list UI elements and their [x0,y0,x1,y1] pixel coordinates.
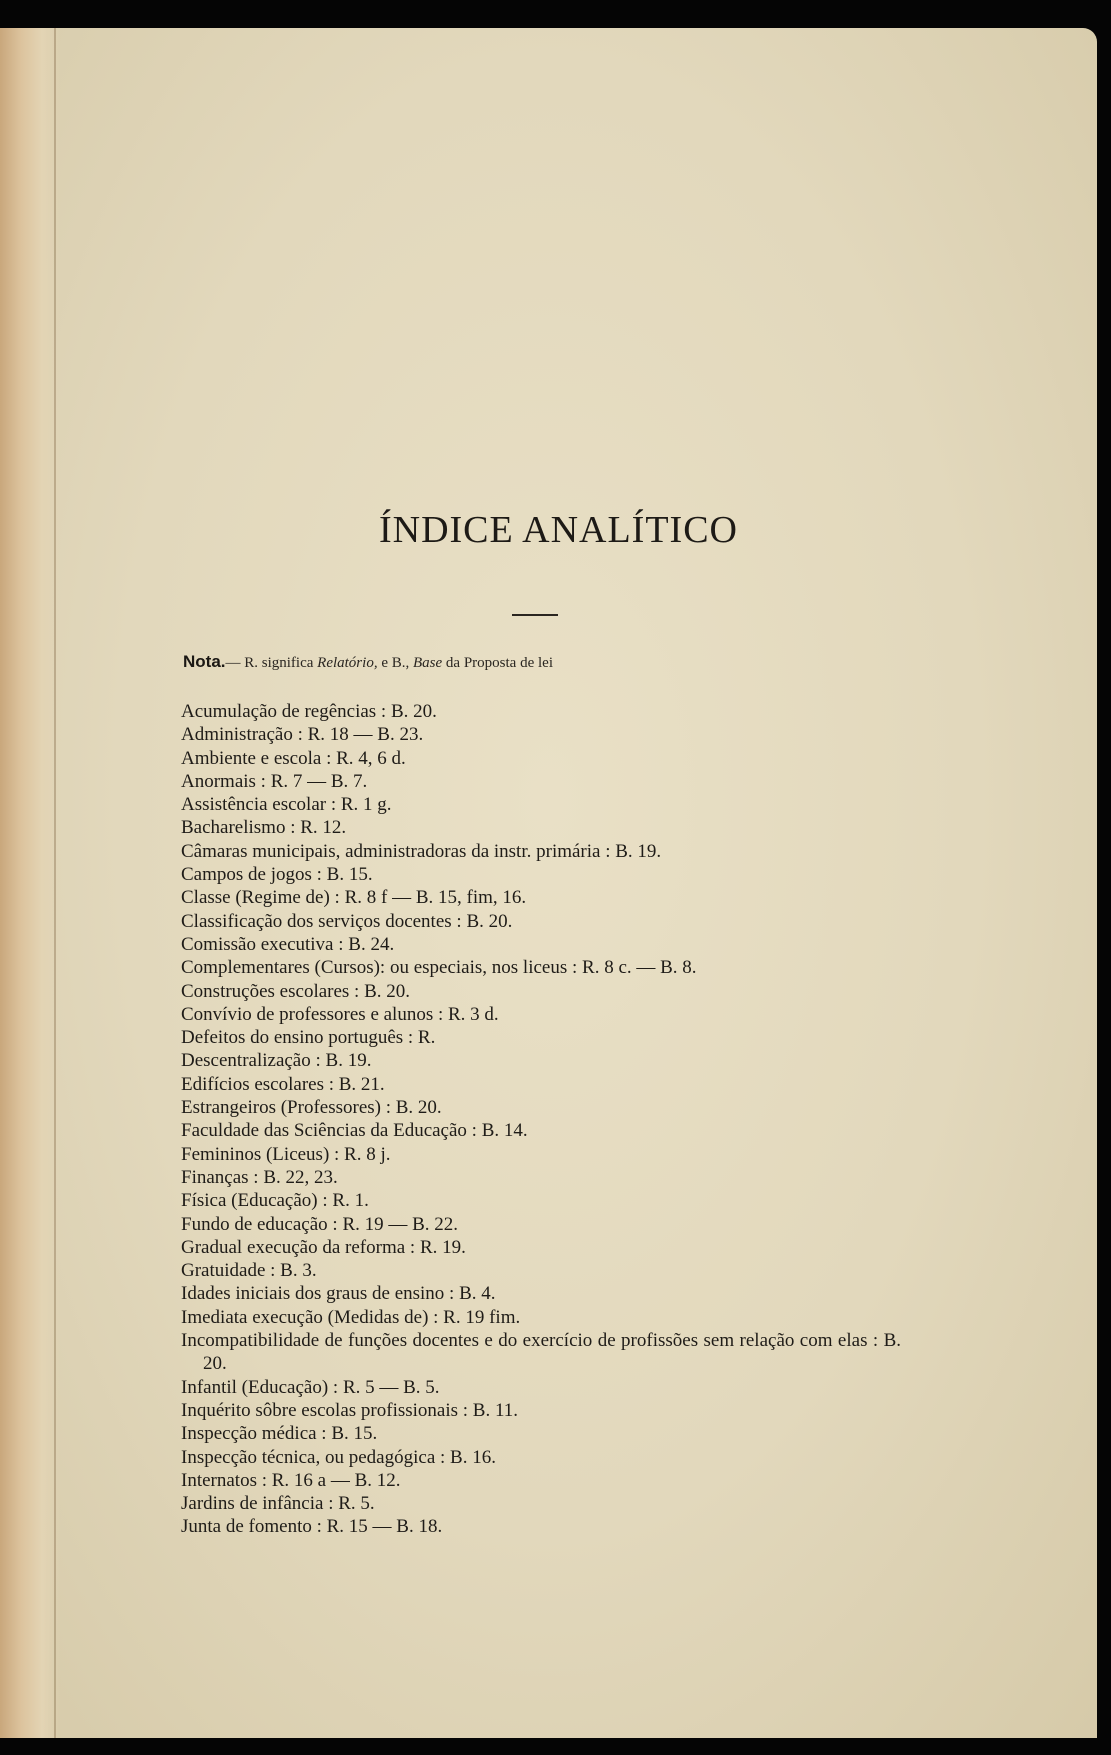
page-fold-line [54,28,56,1738]
index-entry: Campos de jogos : B. 15. [181,864,373,886]
index-entry: Gratuidade : B. 3. [181,1260,317,1282]
index-entry: Idades iniciais dos graus de ensino : B. 4. [181,1283,496,1305]
abbreviation-note [183,652,553,672]
index-entry: Edifícios escolares : B. 21. [181,1073,385,1095]
index-entry: Femininos (Liceus) : R. 8 j. [181,1143,391,1165]
index-entry: Inquérito sôbre escolas profissionais : B. 11. [181,1399,519,1421]
index-entry: Incompatibilidade de funções docentes e do exercício de profissões sem relação com elas : B. 20. [181,1330,901,1375]
title-divider [512,614,558,616]
index-entry: Administração : R. 18 — B. 23. [181,724,424,746]
index-entry: Defeitos do ensino português : R. [181,1027,436,1049]
index-entry: Estrangeiros (Professores) : B. 20. [181,1097,442,1119]
index-entry: Gradual execução da reforma : R. 19. [181,1236,466,1258]
index-entry: Comissão executiva : B. 24. [181,933,395,955]
note-label: Nota. [183,652,226,671]
index-entry: Internatos : R. 16 a — B. 12. [181,1469,401,1491]
note-relatorio: Relatório, [317,655,378,671]
index-entry: Física (Educação) : R. 1. [181,1190,369,1212]
index-entry: Faculdade das Sciências da Educação : B. 14. [181,1120,528,1142]
note-text-end: da Proposta de lei [442,655,553,671]
index-entry: Fundo de educação : R. 19 — B. 22. [181,1213,459,1235]
index-entry: Junta de fomento : R. 15 — B. 18. [181,1516,443,1538]
index-entry: Jardins de infância : R. 5. [181,1493,375,1515]
index-entry: Infantil (Educação) : R. 5 — B. 5. [181,1376,440,1398]
note-base: Base [413,655,443,671]
note-text-middle: e B., [377,655,413,671]
document-page [0,28,1097,1738]
index-entry: Assistência escolar : R. 1 g. [181,794,392,816]
note-text-dash: — R. significa [225,655,318,671]
index-entries [181,700,901,1539]
index-entry: Convívio de professores e alunos : R. 3 d. [181,1003,499,1025]
index-entry: Classe (Regime de) : R. 8 f — B. 15, fim, 16. [181,887,527,909]
index-entry: Finanças : B. 22, 23. [181,1166,338,1188]
page-binding-edge [0,28,60,1738]
index-entry: Bacharelismo : R. 12. [181,817,347,839]
index-title: ÍNDICE ANALÍTICO [378,509,738,551]
index-entry: Descentralização : B. 19. [181,1050,372,1072]
index-entry: Inspecção médica : B. 15. [181,1423,378,1445]
index-entry: Câmaras municipais, administradoras da instr. primária : B. 19. [181,840,662,862]
index-entry: Acumulação de regências : B. 20. [181,701,437,722]
index-entry: Inspecção técnica, ou pedagógica : B. 16. [181,1446,496,1468]
index-entry: Classificação dos serviços docentes : B. 20. [181,910,513,932]
index-entry: Anormais : R. 7 — B. 7. [181,770,368,792]
index-entry: Imediata execução (Medidas de) : R. 19 fim. [181,1306,521,1328]
index-entry: Ambiente e escola : R. 4, 6 d. [181,747,406,769]
index-entry: Construções escolares : B. 20. [181,980,411,1002]
index-entry: Complementares (Cursos): ou especiais, nos liceus : R. 8 c. — B. 8. [181,957,697,979]
